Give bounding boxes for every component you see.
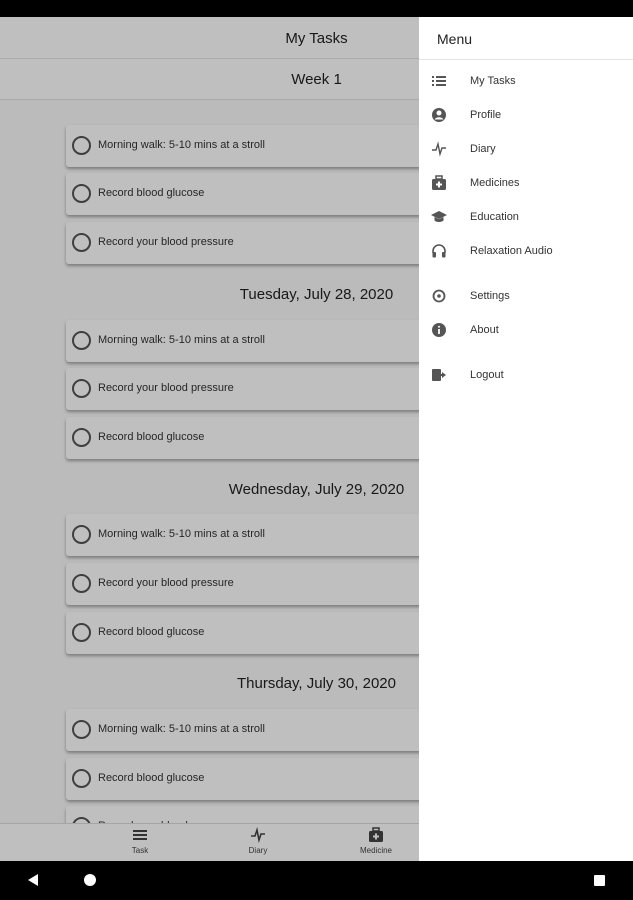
- task-label: Morning walk: 5-10 mins at a stroll: [98, 723, 265, 735]
- pulse-icon: [431, 141, 447, 157]
- drawer-item-label: Medicines: [470, 177, 520, 189]
- app-window: [0, 17, 633, 861]
- bottom-nav-label: Medicine: [359, 846, 392, 855]
- task-label: Morning walk: 5-10 mins at a stroll: [98, 139, 265, 151]
- date-heading: Wednesday, July 29, 2020: [228, 481, 405, 498]
- drawer-item-label: Education: [470, 211, 519, 223]
- medical-bag-icon: [431, 175, 447, 191]
- task-label: Record blood glucose: [98, 431, 205, 443]
- drawer-item-profile[interactable]: [419, 100, 633, 130]
- account-circle-icon: [431, 107, 447, 123]
- task-label: Record your blood pressure: [98, 236, 234, 248]
- task-label: Morning walk: 5-10 mins at a stroll: [98, 528, 265, 540]
- page-title: My Tasks: [285, 30, 348, 47]
- drawer-item-settings[interactable]: [419, 281, 633, 311]
- logout-icon: [431, 367, 447, 383]
- home-icon[interactable]: [84, 874, 96, 886]
- task-label: Morning walk: 5-10 mins at a stroll: [98, 334, 265, 346]
- drawer-item-logout[interactable]: [419, 360, 633, 390]
- task-label: Record your blood pressure: [98, 382, 234, 394]
- drawer-item-label: Profile: [470, 109, 502, 121]
- bottom-nav-label: Task: [131, 846, 149, 855]
- back-icon[interactable]: [28, 874, 38, 886]
- drawer-item-diary[interactable]: [419, 134, 633, 164]
- info-icon: [431, 322, 447, 338]
- task-label: Record your blood pressure: [98, 577, 234, 589]
- drawer-item-medicines[interactable]: [419, 168, 633, 198]
- drawer-item-relaxation-audio[interactable]: [419, 236, 633, 266]
- date-heading: Thursday, July 30, 2020: [237, 675, 396, 692]
- drawer-item-my-tasks[interactable]: [419, 66, 633, 96]
- drawer-item-label: About: [470, 324, 499, 336]
- date-heading: Tuesday, July 28, 2020: [239, 286, 394, 303]
- drawer-item-label: Diary: [470, 143, 496, 155]
- task-label: Record blood glucose: [98, 626, 205, 638]
- drawer-item-label: Logout: [470, 369, 504, 381]
- drawer-header: [419, 17, 633, 60]
- navigation-drawer: [419, 17, 633, 861]
- status-bar: [0, 0, 633, 17]
- drawer-item-label: Settings: [470, 290, 510, 302]
- headphones-icon: [431, 243, 447, 259]
- bottom-nav-label: Diary: [248, 846, 268, 855]
- task-label: Record blood glucose: [98, 187, 205, 199]
- system-nav-bar: [0, 861, 633, 900]
- week-label: Week 1: [291, 71, 342, 88]
- list-icon: [431, 73, 447, 89]
- recents-icon[interactable]: [594, 875, 605, 886]
- drawer-item-education[interactable]: [419, 202, 633, 232]
- drawer-item-about[interactable]: [419, 315, 633, 345]
- task-label: Record blood glucose: [98, 772, 205, 784]
- drawer-item-label: My Tasks: [470, 75, 516, 87]
- graduation-cap-icon: [431, 209, 447, 225]
- drawer-item-label: Relaxation Audio: [470, 245, 553, 257]
- drawer-title: Menu: [437, 31, 473, 47]
- settings-icon: [431, 288, 447, 304]
